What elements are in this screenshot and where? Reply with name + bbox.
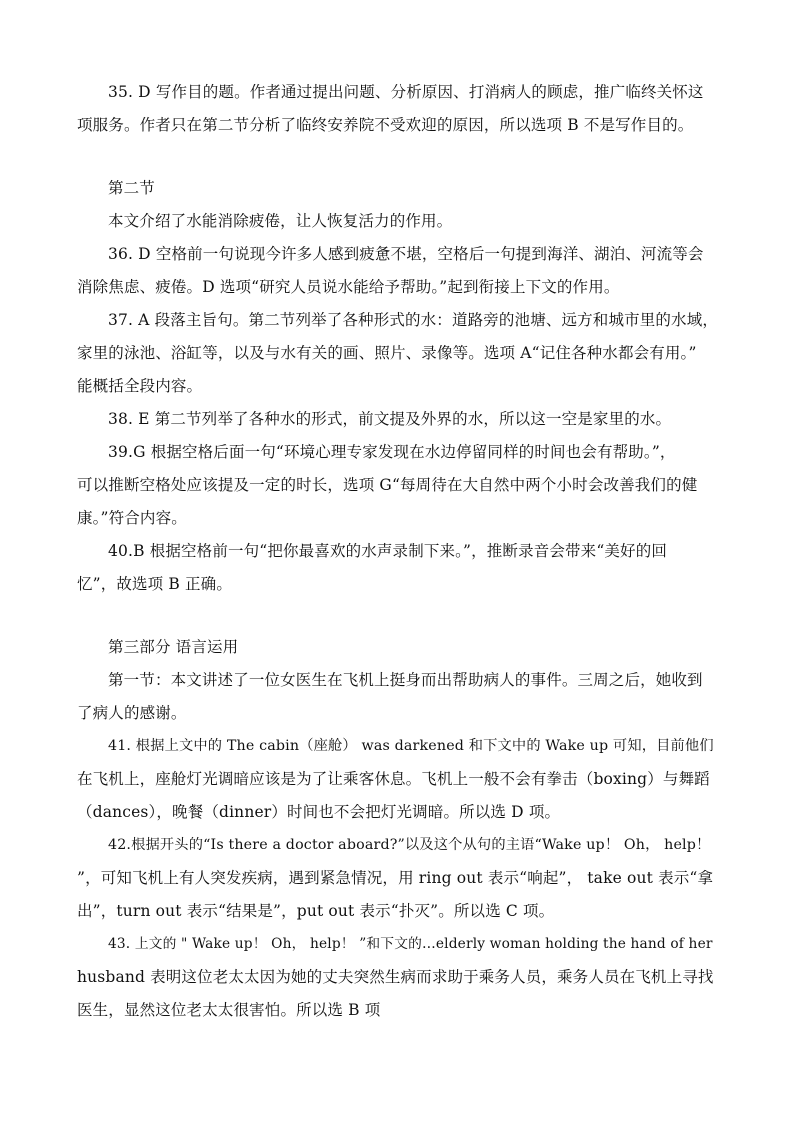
answer-43-line-3: 医生，显然这位老太太很害怕。所以选 B 项 [77, 1001, 381, 1019]
answer-43-line-2: husband 表明这位老太太因为她的丈夫突然生病而求助于乘务人员，乘务人员在飞机上寻找 [77, 968, 714, 986]
section-heading-part-three: 第三部分 语言运用 [108, 638, 239, 656]
answer-41-line-1: 41. 根据上文中的 The cabin（座舱） was darkened 和下文中的 Wake up 可知，目前他们 [108, 738, 714, 754]
answer-42-line-1: 42.根据开头的“Is there a doctor aboard?”以及这个从句的主语“Wake up！ Oh， help！ [108, 837, 711, 853]
answer-42-line-3: 出”，turn out 表示“结果是”，put out 表示“扑灭”。所以选 C 项。 [77, 902, 555, 920]
passage-summary: 本文介绍了水能消除疲倦，让人恢复活力的作用。 [108, 212, 453, 230]
answer-37-line-1: 37. A 段落主旨句。第二节列举了各种形式的水：道路旁的池塘、远方和城市里的水域， [108, 311, 719, 329]
answer-39-line-3: 康。”符合内容。 [77, 509, 187, 527]
answer-42-line-2: ”，可知飞机上有人突发疾病，遇到紧急情况，用 ring out 表示“响起”， take out 表示“拿 [77, 869, 714, 887]
answer-38-line-1: 38. E 第二节列举了各种水的形式，前文提及外界的水，所以这一空是家里的水。 [108, 410, 672, 428]
answer-41-line-2: 在飞机上，座舱灯光调暗应该是为了让乘客休息。飞机上一般不会有拳击（boxing）与舞蹈 [77, 770, 710, 788]
answer-35-line-2: 项服务。作者只在第二节分析了临终安养院不受欢迎的原因，所以选项 B 不是写作目的。 [77, 116, 694, 134]
answer-43-line-1: 43. 上文的 " Wake up！ Oh， help！ ”和下文的…elderly woman holding the hand of her [108, 936, 713, 952]
answer-37-line-2: 家里的泳池、浴缸等，以及与水有关的画、照片、录像等。选项 A“记住各种水都会有用。” [77, 344, 697, 362]
section-one-summary-line-1: 第一节：本文讲述了一位女医生在飞机上挺身而出帮助病人的事件。三周之后，她收到 [108, 671, 703, 689]
section-heading-part-two: 第二节 [108, 179, 155, 197]
answer-35-line-1: 35. D 写作目的题。作者通过提出问题、分析原因、打消病人的顾虑，推广临终关怀这 [108, 83, 704, 101]
answer-39-line-1: 39.G 根据空格后面一句“环境心理专家发现在水边停留同样的时间也会有帮助。”， [108, 443, 676, 461]
answer-39-line-2: 可以推断空格处应该提及一定的时长，选项 G“每周待在大自然中两个小时会改善我们的健 [77, 476, 698, 494]
answer-40-line-1: 40.B 根据空格前一句“把你最喜欢的水声录制下来。”，推断录音会带来“美好的回 [108, 542, 667, 560]
answer-36-line-1: 36. D 空格前一句说现今许多人感到疲惫不堪，空格后一句提到海洋、湖泊、河流等会 [108, 245, 704, 263]
section-one-summary-line-2: 了病人的感谢。 [77, 704, 187, 722]
answer-37-line-3: 能概括全段内容。 [77, 377, 203, 395]
answer-36-line-2: 消除焦虑、疲倦。D 选项“研究人员说水能给予帮助。”起到衔接上下文的作用。 [77, 278, 620, 296]
answer-41-line-3: （dances），晚餐（dinner）时间也不会把灯光调暗。所以选 D 项。 [77, 803, 561, 821]
answer-40-line-2: 忆”，故选项 B 正确。 [77, 575, 232, 593]
